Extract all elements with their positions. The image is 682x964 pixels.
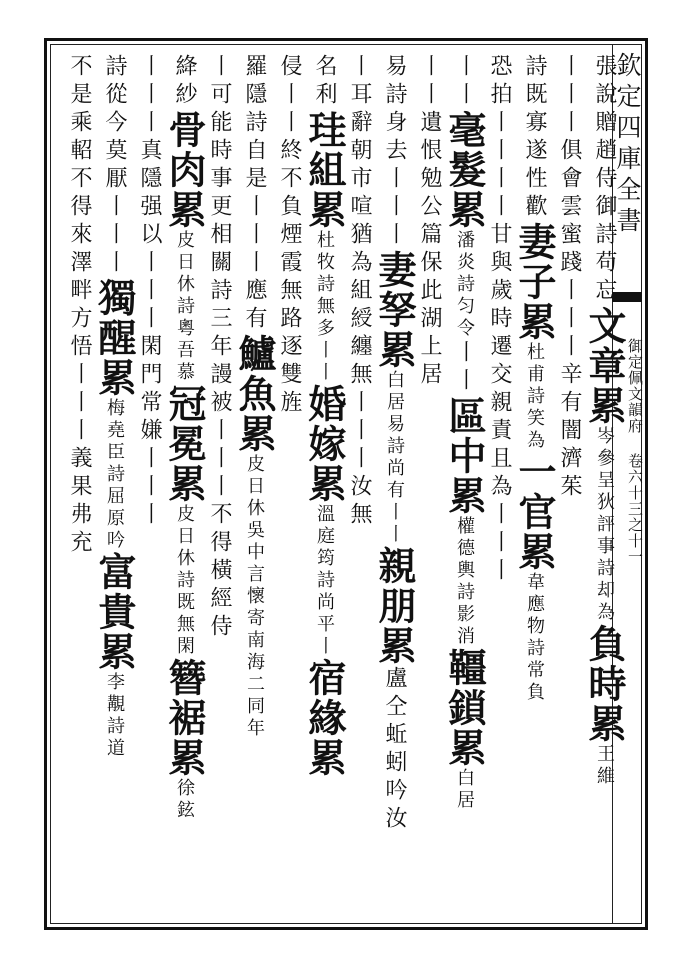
entry-text: 易詩身去丨丨丨: [382, 54, 407, 250]
entry-headword: 一官累: [512, 452, 557, 572]
entry-text: 丨可能時事更相關: [207, 54, 232, 278]
entry-citation: 韋應物詩常負: [524, 572, 545, 704]
entry-headword: 珪組累: [302, 110, 347, 230]
entry-text: 絳紗: [172, 54, 197, 110]
entry-text: 詩從今莫厭丨丨丨: [102, 54, 127, 278]
entry-text: 保此湖上居: [417, 250, 442, 390]
entry-citation: 白居易詩尚有丨丨: [384, 370, 405, 546]
entry-headword: 韁鎖累: [442, 648, 487, 768]
entry-text: 丨丨終不負煙霞: [277, 82, 302, 278]
entry-citation: 梅堯臣詩屈原吟: [104, 398, 125, 552]
entry-citation: 岑參呈狄評事詩却為: [594, 426, 615, 624]
entry-text: 名利: [312, 54, 337, 110]
entry-headword: 妻子累: [512, 222, 557, 342]
entry-text: 交親責且為丨丨丨: [487, 362, 512, 586]
entry-text: 丨甘與歲時遷: [487, 194, 512, 362]
entry-headword: 骨肉累: [162, 110, 207, 230]
entry-headword: 富貴累: [92, 552, 137, 672]
entry-text: 丨丨: [452, 340, 477, 396]
entry-text: 丨丨丨辛有闇濟茱: [557, 278, 582, 502]
entry-text: 閑門常嫌丨丨丨: [137, 334, 162, 530]
entry-text: 丨丨丨真隱强以丨丨丨: [137, 54, 162, 334]
entry-text: 詩既寡遂性歡: [522, 54, 547, 222]
entry-text: 無丨丨丨汝無: [347, 362, 372, 530]
entry-text: 澤畔方悟丨丨丨: [67, 250, 92, 446]
entry-citation: 李覯詩道: [104, 672, 125, 760]
entry-headword: 妻孥累: [372, 250, 417, 370]
entry-text: 恐拍丨丨丨: [487, 54, 512, 194]
entry-text: 詩三年謾被丨丨丨不得橫經侍: [207, 278, 232, 642]
entry-citation: 潘炎詩匀令: [454, 230, 475, 340]
entry-text: 義果弗充: [67, 446, 92, 558]
entry-headword: 簪裾累: [162, 658, 207, 778]
entry-text: 丨丨丨俱會雲蜜踐: [557, 54, 582, 278]
entry-citation: 杜牧詩無多丨丨: [314, 230, 335, 384]
entry-headword: 區中累: [442, 396, 487, 516]
entry-text: 羅隱詩自是丨丨丨應有: [242, 54, 267, 334]
entry-citation: 徐鉉: [174, 778, 195, 822]
book-title: 欽定四庫全書: [613, 52, 642, 238]
entry-text: 丨耳辭朝市喧: [347, 54, 372, 222]
entry-headword: 文章累: [582, 306, 627, 426]
entry-citation: 皮日休詩既無閑: [174, 504, 195, 658]
entry-headword: 獨醒累: [92, 278, 137, 398]
entry-citation: 溫庭筠詩尚平丨: [314, 504, 335, 658]
entry-text: 侵: [277, 54, 302, 82]
entry-text: 盧仝蚯蚓吟汝: [382, 666, 407, 834]
entry-text: 猶為組綬纏: [347, 222, 372, 362]
entry-citation: 杜甫詩笑為: [524, 342, 545, 452]
entry-headword: 婚嫁累: [302, 384, 347, 504]
entry-text: 不是乘軺不得來: [67, 54, 92, 250]
entry-citation: 皮日休詩粵吾慕: [174, 230, 195, 384]
entry-text: 丨丨遺恨勉公篇: [417, 54, 442, 250]
entry-citation: 權德輿詩影消: [454, 516, 475, 648]
entry-citation: 皮日休吳中言懷寄南海二同年: [244, 454, 265, 740]
entry-text: 張說贈趙侍御詩苟忘: [592, 54, 617, 306]
entry-headword: 毫髮累: [442, 110, 487, 230]
text-column: [40, 54, 92, 920]
entry-citation: 王維: [594, 744, 615, 788]
entry-headword: 鱸魚累: [232, 334, 277, 454]
entry-headword: 冠冕累: [162, 384, 207, 504]
entry-headword: 親朋累: [372, 546, 417, 666]
book-subtitle: 御定佩文韻府 卷六十三之十一: [626, 338, 644, 565]
entry-citation: 白居: [454, 768, 475, 812]
entry-text: 丨丨: [452, 54, 477, 110]
entry-text: 無路逐雙旌: [277, 278, 302, 418]
entry-headword: 宿緣累: [302, 658, 347, 778]
entry-headword: 負時累: [582, 624, 627, 744]
